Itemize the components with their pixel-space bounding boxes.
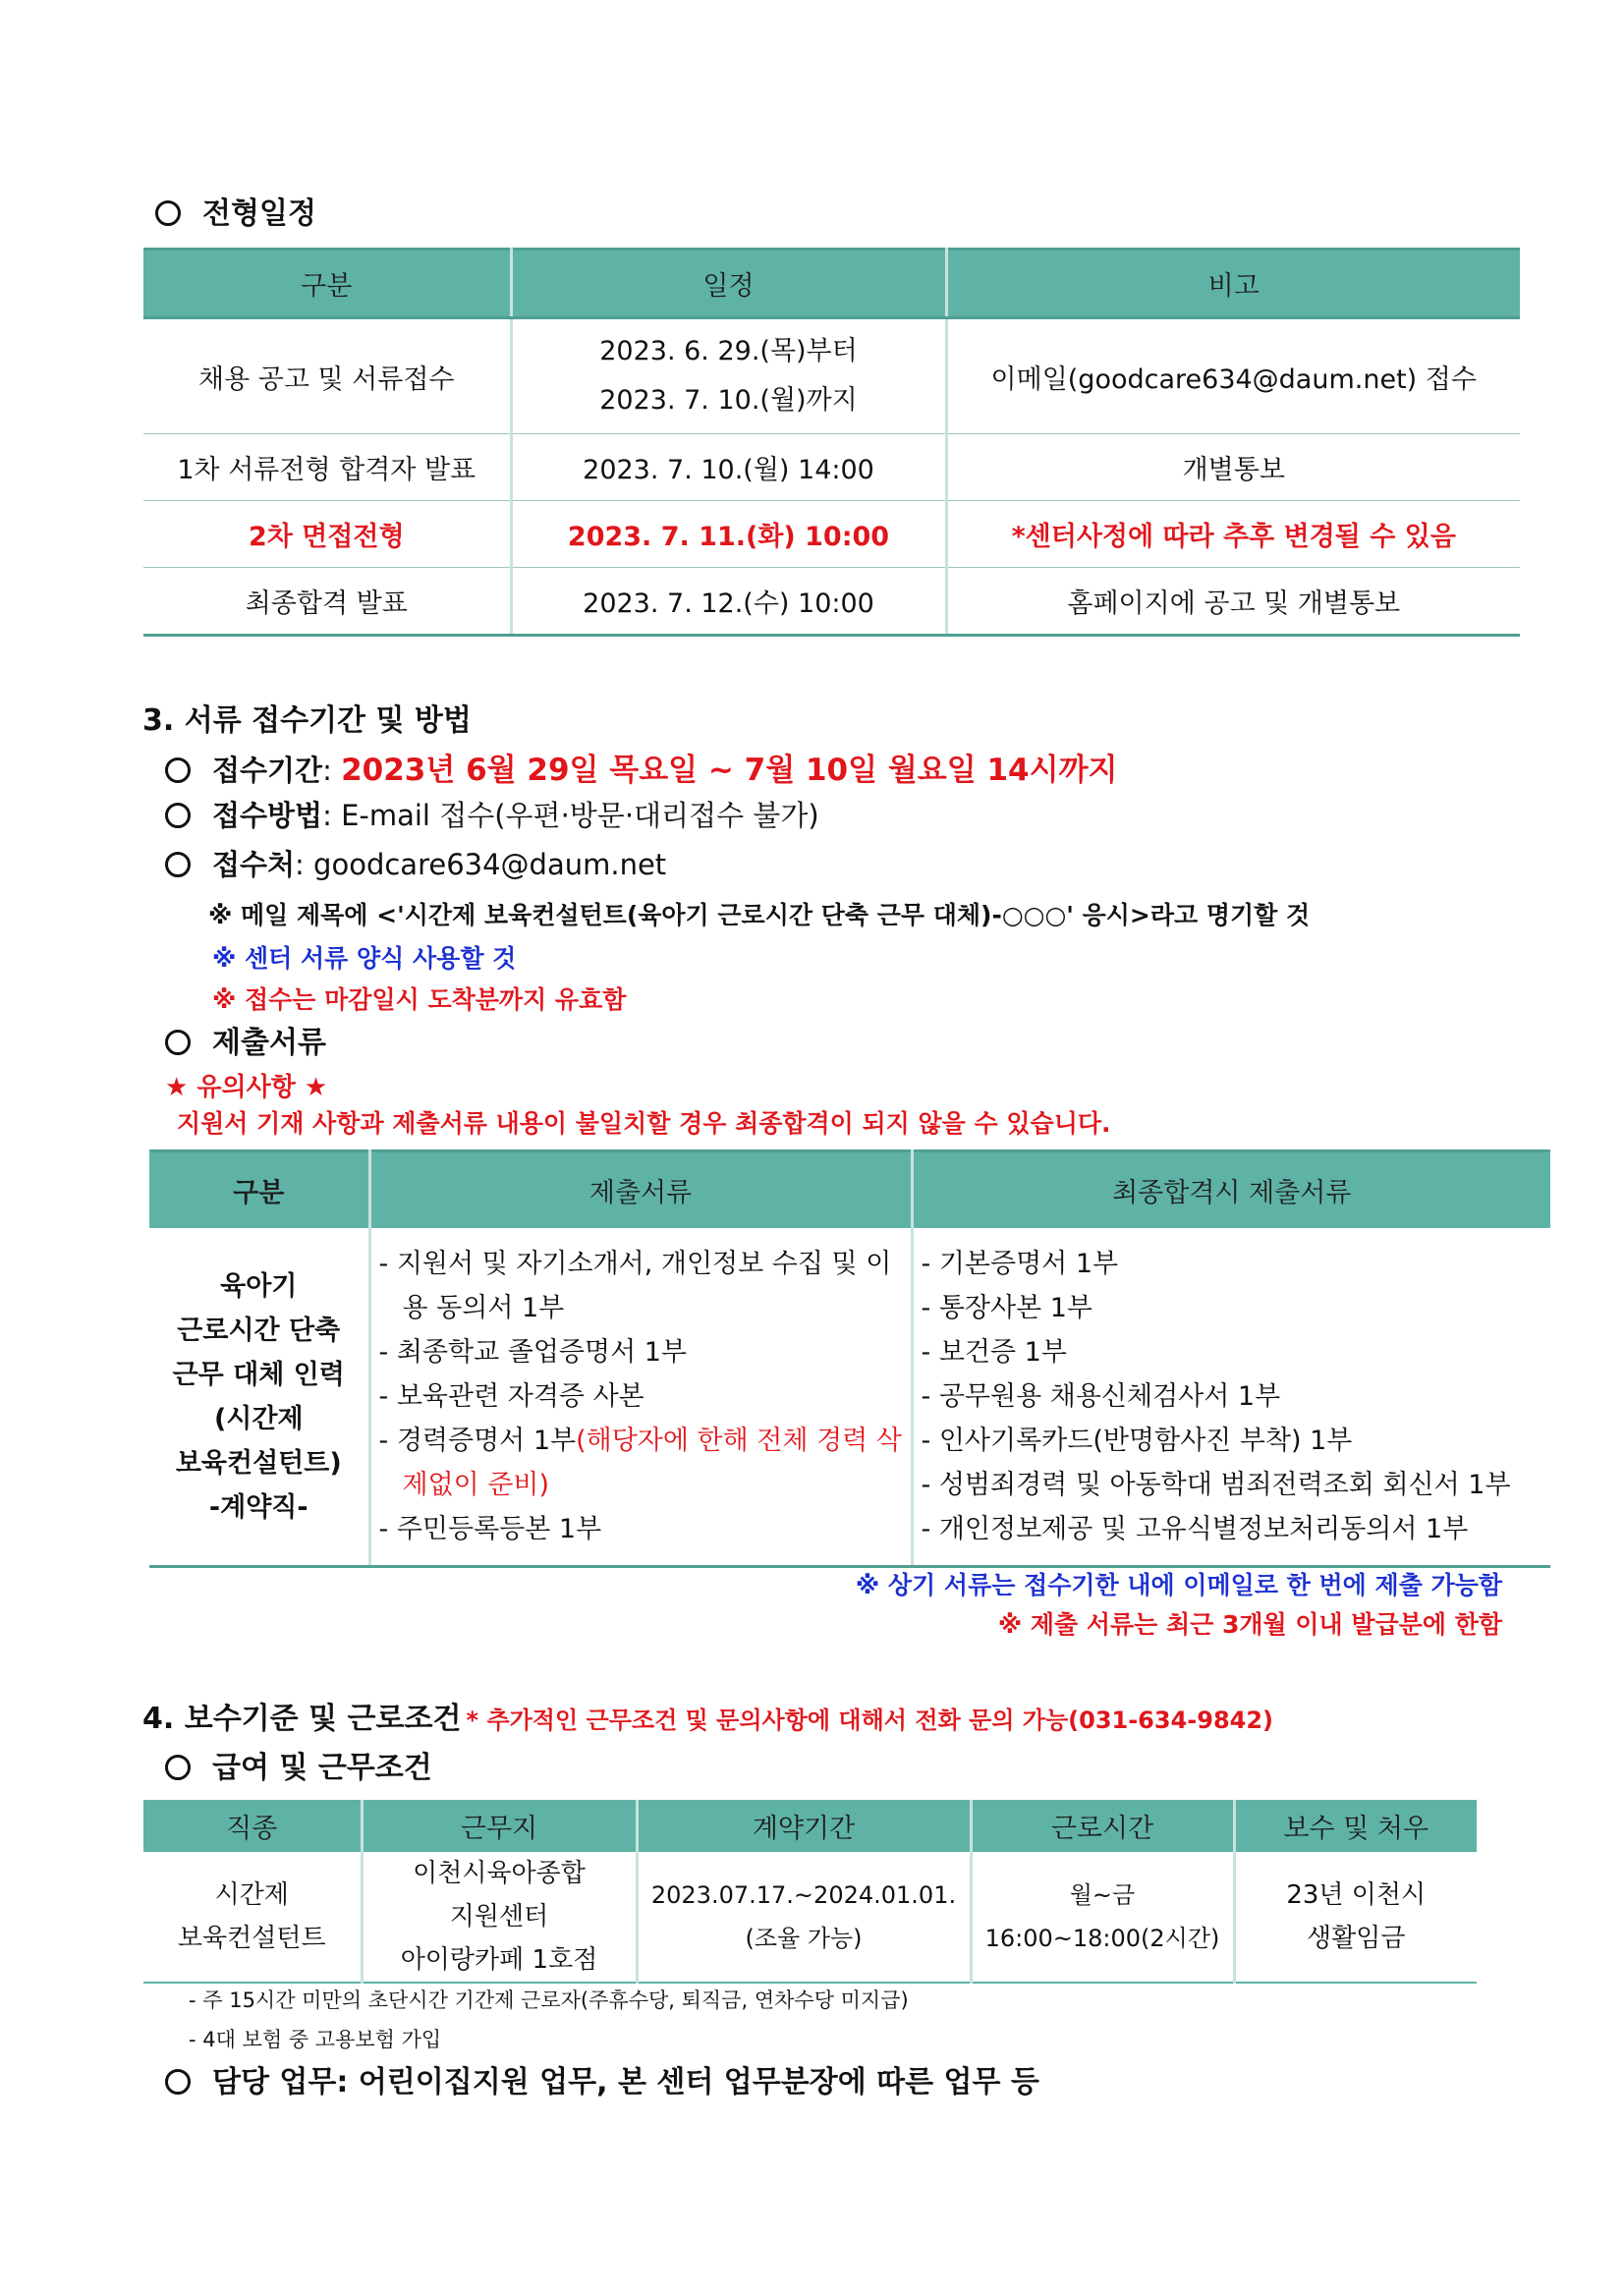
job-line: 시간제 <box>214 1880 289 1910</box>
career-doc: - 경력증명서 1부 <box>378 1426 577 1456</box>
period-line: (조율 가능) <box>745 1925 863 1952</box>
circle-bullet-icon <box>165 1030 191 1055</box>
position-line: 근로시간 단축 <box>177 1315 341 1346</box>
salary-cell-period <box>637 1852 971 1983</box>
note-deadline: ※ 접수는 마감일시 도착분까지 유효함 <box>212 985 627 1014</box>
period-value: 2023년 6월 29일 목요일 ~ 7월 10일 월요일 14시까지 <box>341 753 1118 788</box>
list-item: - 최종학교 졸업증명서 1부 <box>378 1337 687 1368</box>
schedule-cell-date: 2023. 7. 12.(수) 10:00 <box>511 568 946 636</box>
note-mail-subject: ※ 메일 제목에 <'시간제 보육컨설턴트(육아기 근로시간 단축 근무 대체)-○○○' 응시>라고 명기할 것 <box>208 901 1311 929</box>
method-line: 접수방법: E-mail 접수(우편·방문·대리접수 불가) <box>165 794 819 834</box>
salary-cell-job <box>143 1852 362 1983</box>
salary-header-job: 직종 <box>143 1800 362 1852</box>
list-item: - 성범죄경력 및 아동학대 범죄전력조회 회신서 1부 <box>921 1470 1511 1500</box>
place-label: 접수처 <box>212 848 296 881</box>
schedule-cell-category: 채용 공고 및 서류접수 <box>143 318 511 434</box>
period-line: 접수기간: 2023년 6월 29일 목요일 ~ 7월 10일 월요일 14시까지 <box>165 745 1117 789</box>
schedule-cell-category: 1차 서류전형 합격자 발표 <box>143 434 511 501</box>
docs-header-final: 최종합격시 제출서류 <box>912 1151 1550 1229</box>
salary-cell-pay <box>1234 1852 1477 1983</box>
schedule-cell-category: 최종합격 발표 <box>143 568 511 636</box>
schedule-cell-note: 홈페이지에 공고 및 개별통보 <box>946 568 1520 636</box>
schedule-heading: 전형일정 <box>155 189 316 232</box>
caution-text: 지원서 기재 사항과 제출서류 내용이 불일치할 경우 최종합격이 되지 않을 수 있습니다. <box>177 1109 1111 1138</box>
hours-line: 16:00~18:00(2시간) <box>984 1925 1220 1952</box>
section4-title-note: * 추가적인 근무조건 및 문의사항에 대해서 전화 문의 가능(031-634-9842) <box>466 1707 1274 1734</box>
duty-value: 어린이집지원 업무, 본 센터 업무분장에 따른 업무 등 <box>358 2065 1039 2100</box>
table-row <box>143 501 1520 568</box>
schedule-cell-date: 2023. 7. 11.(화) 10:00 <box>511 501 946 568</box>
pay-line: 23년 이천시 <box>1286 1880 1427 1910</box>
docs-cell-final <box>912 1228 1550 1567</box>
after-note-recent: ※ 제출 서류는 최근 3개월 이내 발급분에 한함 <box>997 1610 1502 1639</box>
hours-line: 월~금 <box>1069 1881 1136 1909</box>
duty-line: 담당 업무: 어린이집지원 업무, 본 센터 업무분장에 따른 업무 등 <box>165 2057 1039 2100</box>
list-item <box>379 1419 905 1507</box>
list-item: - 공무원용 채용신체검사서 1부 <box>921 1381 1281 1412</box>
table-row <box>143 568 1520 636</box>
table-row <box>149 1228 1550 1567</box>
place-line: 이천시육아종합 <box>413 1859 586 1888</box>
schedule-cell-date: 2023. 7. 10.(월) 14:00 <box>511 434 946 501</box>
list-item: - 통장사본 1부 <box>921 1293 1092 1323</box>
career-note: (해당자에 한해 전체 경력 삭제없이 준비) <box>402 1426 902 1500</box>
place-line: 접수처: goodcare634@daum.net <box>165 843 666 883</box>
circle-bullet-icon <box>155 200 181 226</box>
list-item: - 기본증명서 1부 <box>921 1249 1119 1279</box>
salary-header-place: 근무지 <box>362 1800 637 1852</box>
salary-header-pay: 보수 및 처우 <box>1234 1800 1477 1852</box>
section4-title: 4. 보수기준 및 근로조건 <box>142 1702 462 1736</box>
list-item: - 인사기록카드(반명함사진 부착) 1부 <box>921 1426 1353 1456</box>
docs-cell-position <box>149 1228 369 1567</box>
table-row <box>143 1852 1477 1983</box>
schedule-header-note: 비고 <box>946 250 1520 318</box>
salary-cell-hours <box>971 1852 1234 1983</box>
footnote-insurance: - 4대 보험 중 고용보험 가입 <box>189 2028 442 2051</box>
list-item: - 보육관련 자격증 사본 <box>378 1381 644 1412</box>
docs-heading: 제출서류 <box>165 1018 326 1061</box>
salary-header-period: 계약기간 <box>637 1800 971 1852</box>
note-form: ※ 센터 서류 양식 사용할 것 <box>212 944 517 973</box>
date-line: 2023. 7. 10.(월)까지 <box>599 385 858 416</box>
schedule-header-date: 일정 <box>511 250 946 318</box>
list-item: - 보건증 1부 <box>921 1337 1067 1368</box>
place-line: 아이랑카페 1호점 <box>400 1945 598 1975</box>
caution-title: ★ 유의사항 ★ <box>165 1073 328 1102</box>
schedule-cell-date <box>511 318 946 434</box>
list-item: - 주민등록등본 1부 <box>378 1514 602 1544</box>
position-line: 육아기 <box>220 1270 298 1302</box>
after-note-email: ※ 상기 서류는 접수기한 내에 이메일로 한 번에 제출 가능함 <box>855 1571 1502 1599</box>
circle-bullet-icon <box>165 852 191 877</box>
email-address: goodcare634@daum.net <box>313 848 667 881</box>
date-line: 2023. 6. 29.(목)부터 <box>599 336 858 366</box>
salary-table <box>143 1800 1477 1984</box>
job-line: 보육컨설턴트 <box>177 1924 326 1953</box>
docs-cell-submit <box>369 1228 912 1567</box>
position-line: 보육컨설턴트) <box>175 1447 342 1479</box>
table-row <box>143 434 1520 501</box>
circle-bullet-icon <box>165 757 191 783</box>
submit-docs-list <box>371 1228 911 1565</box>
table-row <box>143 318 1520 434</box>
schedule-cell-note: 이메일(goodcare634@daum.net) 접수 <box>946 318 1520 434</box>
pay-line: 생활임금 <box>1307 1924 1406 1953</box>
section4-title-line <box>142 1694 1273 1737</box>
list-item: - 개인정보제공 및 고유식별정보처리동의서 1부 <box>921 1514 1469 1544</box>
circle-bullet-icon <box>165 803 191 828</box>
duty-label: 담당 업무 <box>212 2065 337 2100</box>
schedule-cell-note: 개별통보 <box>946 434 1520 501</box>
final-docs-list <box>914 1228 1551 1565</box>
schedule-table <box>143 248 1520 637</box>
footnote-hours: - 주 15시간 미만의 초단시간 기간제 근로자(주휴수당, 퇴직금, 연차수당 미지급) <box>189 1988 909 2012</box>
circle-bullet-icon <box>165 2069 191 2095</box>
schedule-cell-note: *센터사정에 따라 추후 변경될 수 있음 <box>946 501 1520 568</box>
list-item: - 지원서 및 자기소개서, 개인정보 수집 및 이용 동의서 1부 <box>378 1249 892 1323</box>
schedule-cell-category: 2차 면접전형 <box>143 501 511 568</box>
circle-bullet-icon <box>165 1755 191 1780</box>
schedule-header-category: 구분 <box>143 250 511 318</box>
period-label: 접수기간 <box>212 754 323 787</box>
salary-heading: 급여 및 근무조건 <box>165 1743 432 1786</box>
section3-title: 3. 서류 접수기간 및 방법 <box>142 703 472 738</box>
salary-header-hours: 근로시간 <box>971 1800 1234 1852</box>
salary-cell-place <box>362 1852 637 1983</box>
place-line: 지원센터 <box>449 1902 549 1932</box>
position-line: -계약직- <box>208 1491 308 1523</box>
method-value: E-mail 접수(우편·방문·대리접수 불가) <box>341 799 819 832</box>
docs-header-category: 구분 <box>149 1151 369 1229</box>
docs-table <box>149 1149 1550 1568</box>
position-line: 근무 대체 인력 <box>172 1359 345 1390</box>
position-line: (시간제 <box>213 1403 304 1434</box>
docs-header-submit: 제출서류 <box>369 1151 912 1229</box>
method-label: 접수방법 <box>212 799 323 832</box>
period-line: 2023.07.17.~2024.01.01. <box>650 1881 957 1909</box>
